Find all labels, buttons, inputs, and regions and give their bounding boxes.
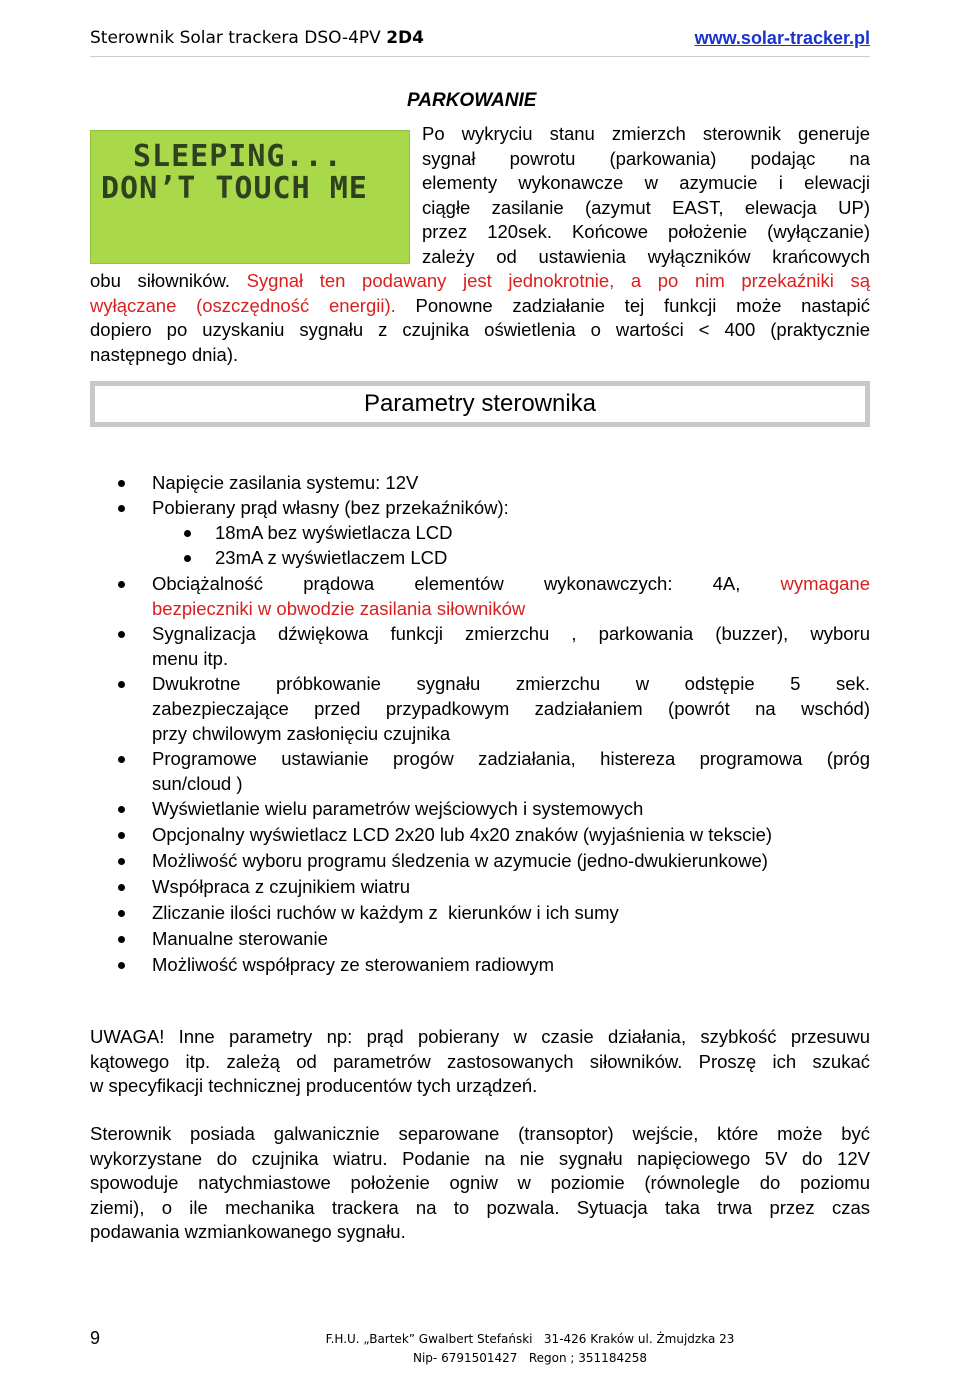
paragraph-line: przez 120sek. Końcowe położenie (wyłączanie) (422, 221, 870, 242)
red-text: Sygnał ten podawany jest jednokrotnie, a po nim przekaźniki są (246, 270, 871, 291)
bullet-icon (184, 555, 191, 562)
list-item: Programowe ustawianie progów zadziałania, histereza programowa (próg sun/cloud ) (152, 746, 870, 796)
header-title: Sterownik Solar trackera DSO-4PV 2D4 (90, 28, 424, 48)
page-header (90, 28, 870, 52)
paragraph-line: UWAGA! Inne parametry np: prąd pobierany w czasie działania, szybkość przesuwu (90, 1026, 870, 1047)
bullet-icon (118, 756, 125, 763)
paragraph-line: zależy od ustawienia wyłączników krańcowych (422, 245, 870, 267)
bullet-icon (118, 806, 125, 813)
page-number: 9 (90, 1328, 101, 1348)
list-item: Dwukrotne próbkowanie sygnału zmierzchu w odstępie 5 sek. zabezpieczające przed przypadkowym zadziałaniem (powrót na wschód) przy chwilowym zasłonięciu czujnika (152, 671, 870, 746)
red-text: wyłączane (oszczędność energii). (90, 294, 396, 316)
paragraph-line: następnego dnia). (90, 343, 239, 365)
section-title: PARKOWANIE (407, 90, 537, 111)
paragraph-line: ziemi), o ile mechanika trackera na to pozwala. Sytuacja taka trwa przez czas (90, 1196, 870, 1218)
lcd-display-photo (90, 130, 410, 264)
paragraph-line: Sterownik posiada galwanicznie separowane (transoptor) wejście, które może być (90, 1123, 870, 1144)
bullet-icon (118, 858, 125, 865)
bullet-icon (118, 884, 125, 891)
parking-paragraph-right (422, 122, 870, 269)
paragraph-line: obu siłowników. Sygnał ten podawany jest jednokrotnie, a po nim przekaźniki są (90, 270, 871, 291)
list-item: Współpraca z czujnikiem wiatru (152, 874, 870, 899)
paragraph-line: w specyfikacji technicznej producentów tych urządzeń. (90, 1075, 538, 1096)
lcd-line-1: SLEEPING... (133, 139, 343, 174)
list-item: Obciążalność prądowa elementów wykonawczych: 4A, wymagane bezpieczniki w obwodzie zasilania siłowników (152, 571, 870, 621)
params-heading: Parametry sterownika (363, 390, 597, 417)
paragraph-line: dopiero po uzyskaniu sygnału z czujnika oświetlenia o wartości < 400 (praktycznie (90, 319, 870, 340)
red-text: wymagane (780, 573, 870, 594)
list-item: Sygnalizacja dźwiękowa funkcji zmierzchu , parkowania (buzzer), wyboru menu itp. (152, 621, 870, 671)
paragraph-line: kątowego itp. zależą od parametrów zastosowanych siłowników. Proszę ich szukać (90, 1050, 870, 1072)
bullet-icon (184, 530, 191, 537)
parking-paragraph-full (90, 269, 870, 367)
bullet-icon (118, 480, 125, 487)
page-footer (300, 1330, 760, 1368)
list-item: Pobierany prąd własny (bez przekaźników): (152, 495, 870, 520)
list-item: Opcjonalny wyświetlacz LCD 2x20 lub 4x20 znaków (wyjaśnienia w tekscie) (152, 822, 870, 847)
paragraph-line: wykorzystane do czujnika wiatru. Podanie na nie sygnału napięciowego 5V do 12V (90, 1147, 870, 1169)
params-heading-box (90, 381, 870, 427)
wind-input-paragraph (90, 1122, 870, 1245)
bullet-icon (118, 936, 125, 943)
sub-list-item: 18mA bez wyświetlacza LCD (215, 520, 870, 545)
list-item: Zliczanie ilości ruchów w każdym z kierunków i ich sumy (152, 900, 870, 925)
header-divider (90, 56, 870, 57)
bullet-icon (118, 832, 125, 839)
footer-ids: Nip- 6791501427 Regon ; 351184258 (413, 1351, 647, 1365)
list-item: Manualne sterowanie (152, 926, 870, 951)
paragraph-line: spowoduje natychmiastowe położenie ogniw w poziomie (równolegle do poziomu (90, 1172, 870, 1193)
header-url-link[interactable]: www.solar-tracker.pl (694, 28, 870, 48)
paragraph-line: ciągłe zasilanie (azymut EAST, elewacja UP) (422, 196, 870, 218)
lcd-line-2: DON’T TOUCH ME (101, 171, 368, 206)
list-item: Możliwość wyboru programu śledzenia w azymucie (jedno-dwukierunkowe) (152, 848, 870, 873)
bullet-icon (118, 631, 125, 638)
paragraph-line: sygnał powrotu (parkowania) podając na (422, 147, 870, 169)
paragraph-line: podawania wzmiankowanego sygnału. (90, 1221, 406, 1242)
bullet-icon (118, 910, 125, 917)
note-paragraph (90, 1025, 870, 1099)
bullet-icon (118, 505, 125, 512)
bullet-icon (118, 962, 125, 969)
list-item: Wyświetlanie wielu parametrów wejściowych i systemowych (152, 796, 870, 821)
paragraph-line: Po wykryciu stanu zmierzch sterownik generuje (422, 123, 870, 144)
bullet-icon (118, 581, 125, 588)
header-model: 2D4 (386, 28, 424, 48)
footer-company: F.H.U. „Bartek” Gwalbert Stefański 31-426 Kraków ul. Żmujdzka 23 (325, 1332, 735, 1346)
paragraph-line: elementy wykonawcze w azymucie i elewacji (422, 172, 870, 193)
list-item: Napięcie zasilania systemu: 12V (152, 470, 870, 495)
list-item: Możliwość współpracy ze sterowaniem radiowym (152, 952, 870, 977)
bullet-icon (118, 681, 125, 688)
paragraph-line: wyłączane (oszczędność energii). Ponowne zadziałanie tej funkcji może nastapić (90, 294, 870, 316)
sub-list-item: 23mA z wyświetlaczem LCD (215, 545, 870, 570)
red-text: bezpieczniki w obwodzie zasilania siłowników (152, 598, 526, 619)
